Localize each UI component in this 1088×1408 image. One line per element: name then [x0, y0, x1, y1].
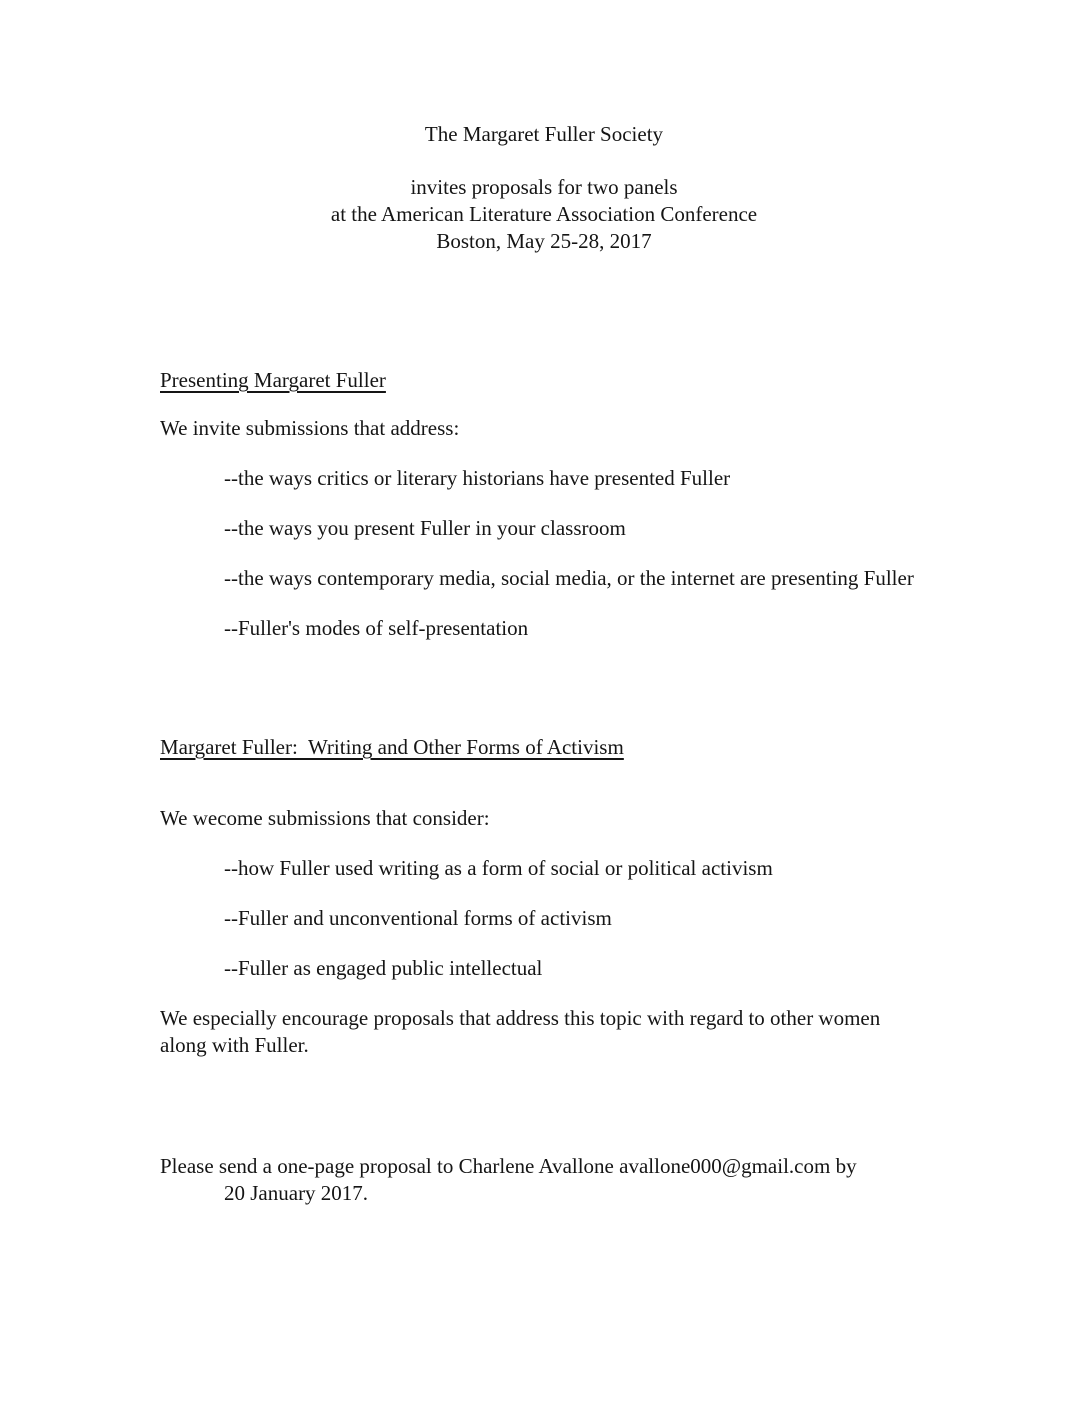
submission-instructions — [160, 1153, 928, 1207]
subtitle-line-conference: at the American Literature Association Conference — [330, 202, 758, 226]
submission-deadline: 20 January 2017. — [224, 1181, 369, 1205]
bullet-item: --Fuller's modes of self-presentation — [224, 616, 529, 640]
subtitle-line-location-date: Boston, May 25-28, 2017 — [436, 229, 652, 253]
bullet-item: --the ways contemporary media, social media, or the internet are presenting Fuller — [224, 566, 914, 590]
section-intro-presenting: We invite submissions that address: — [160, 416, 460, 440]
document-title: The Margaret Fuller Society — [424, 122, 664, 146]
bullet-item: --Fuller as engaged public intellectual — [224, 956, 543, 980]
bullet-item: --the ways critics or literary historians have presented Fuller — [224, 466, 731, 490]
bullet-item: --Fuller and unconventional forms of activism — [224, 906, 612, 930]
section-intro-activism: We wecome submissions that consider: — [160, 806, 490, 830]
document-subtitle-block — [160, 174, 928, 255]
closing-paragraph: We especially encourage proposals that address this topic with regard to other women along with Fuller. — [160, 1006, 886, 1057]
section-heading-presenting: Presenting Margaret Fuller — [160, 368, 386, 392]
submission-line-1: Please send a one-page proposal to Charlene Avallone avallone000@gmail.com by — [160, 1154, 857, 1178]
section-presenting-margaret-fuller — [160, 367, 928, 394]
section-writing-activism — [160, 734, 928, 761]
section-heading-activism: Margaret Fuller: Writing and Other Forms of Activism — [160, 735, 624, 759]
bullet-item: --the ways you present Fuller in your classroom — [224, 516, 626, 540]
bullet-item: --how Fuller used writing as a form of social or political activism — [224, 856, 773, 880]
subtitle-line-invites: invites proposals for two panels — [410, 175, 678, 199]
